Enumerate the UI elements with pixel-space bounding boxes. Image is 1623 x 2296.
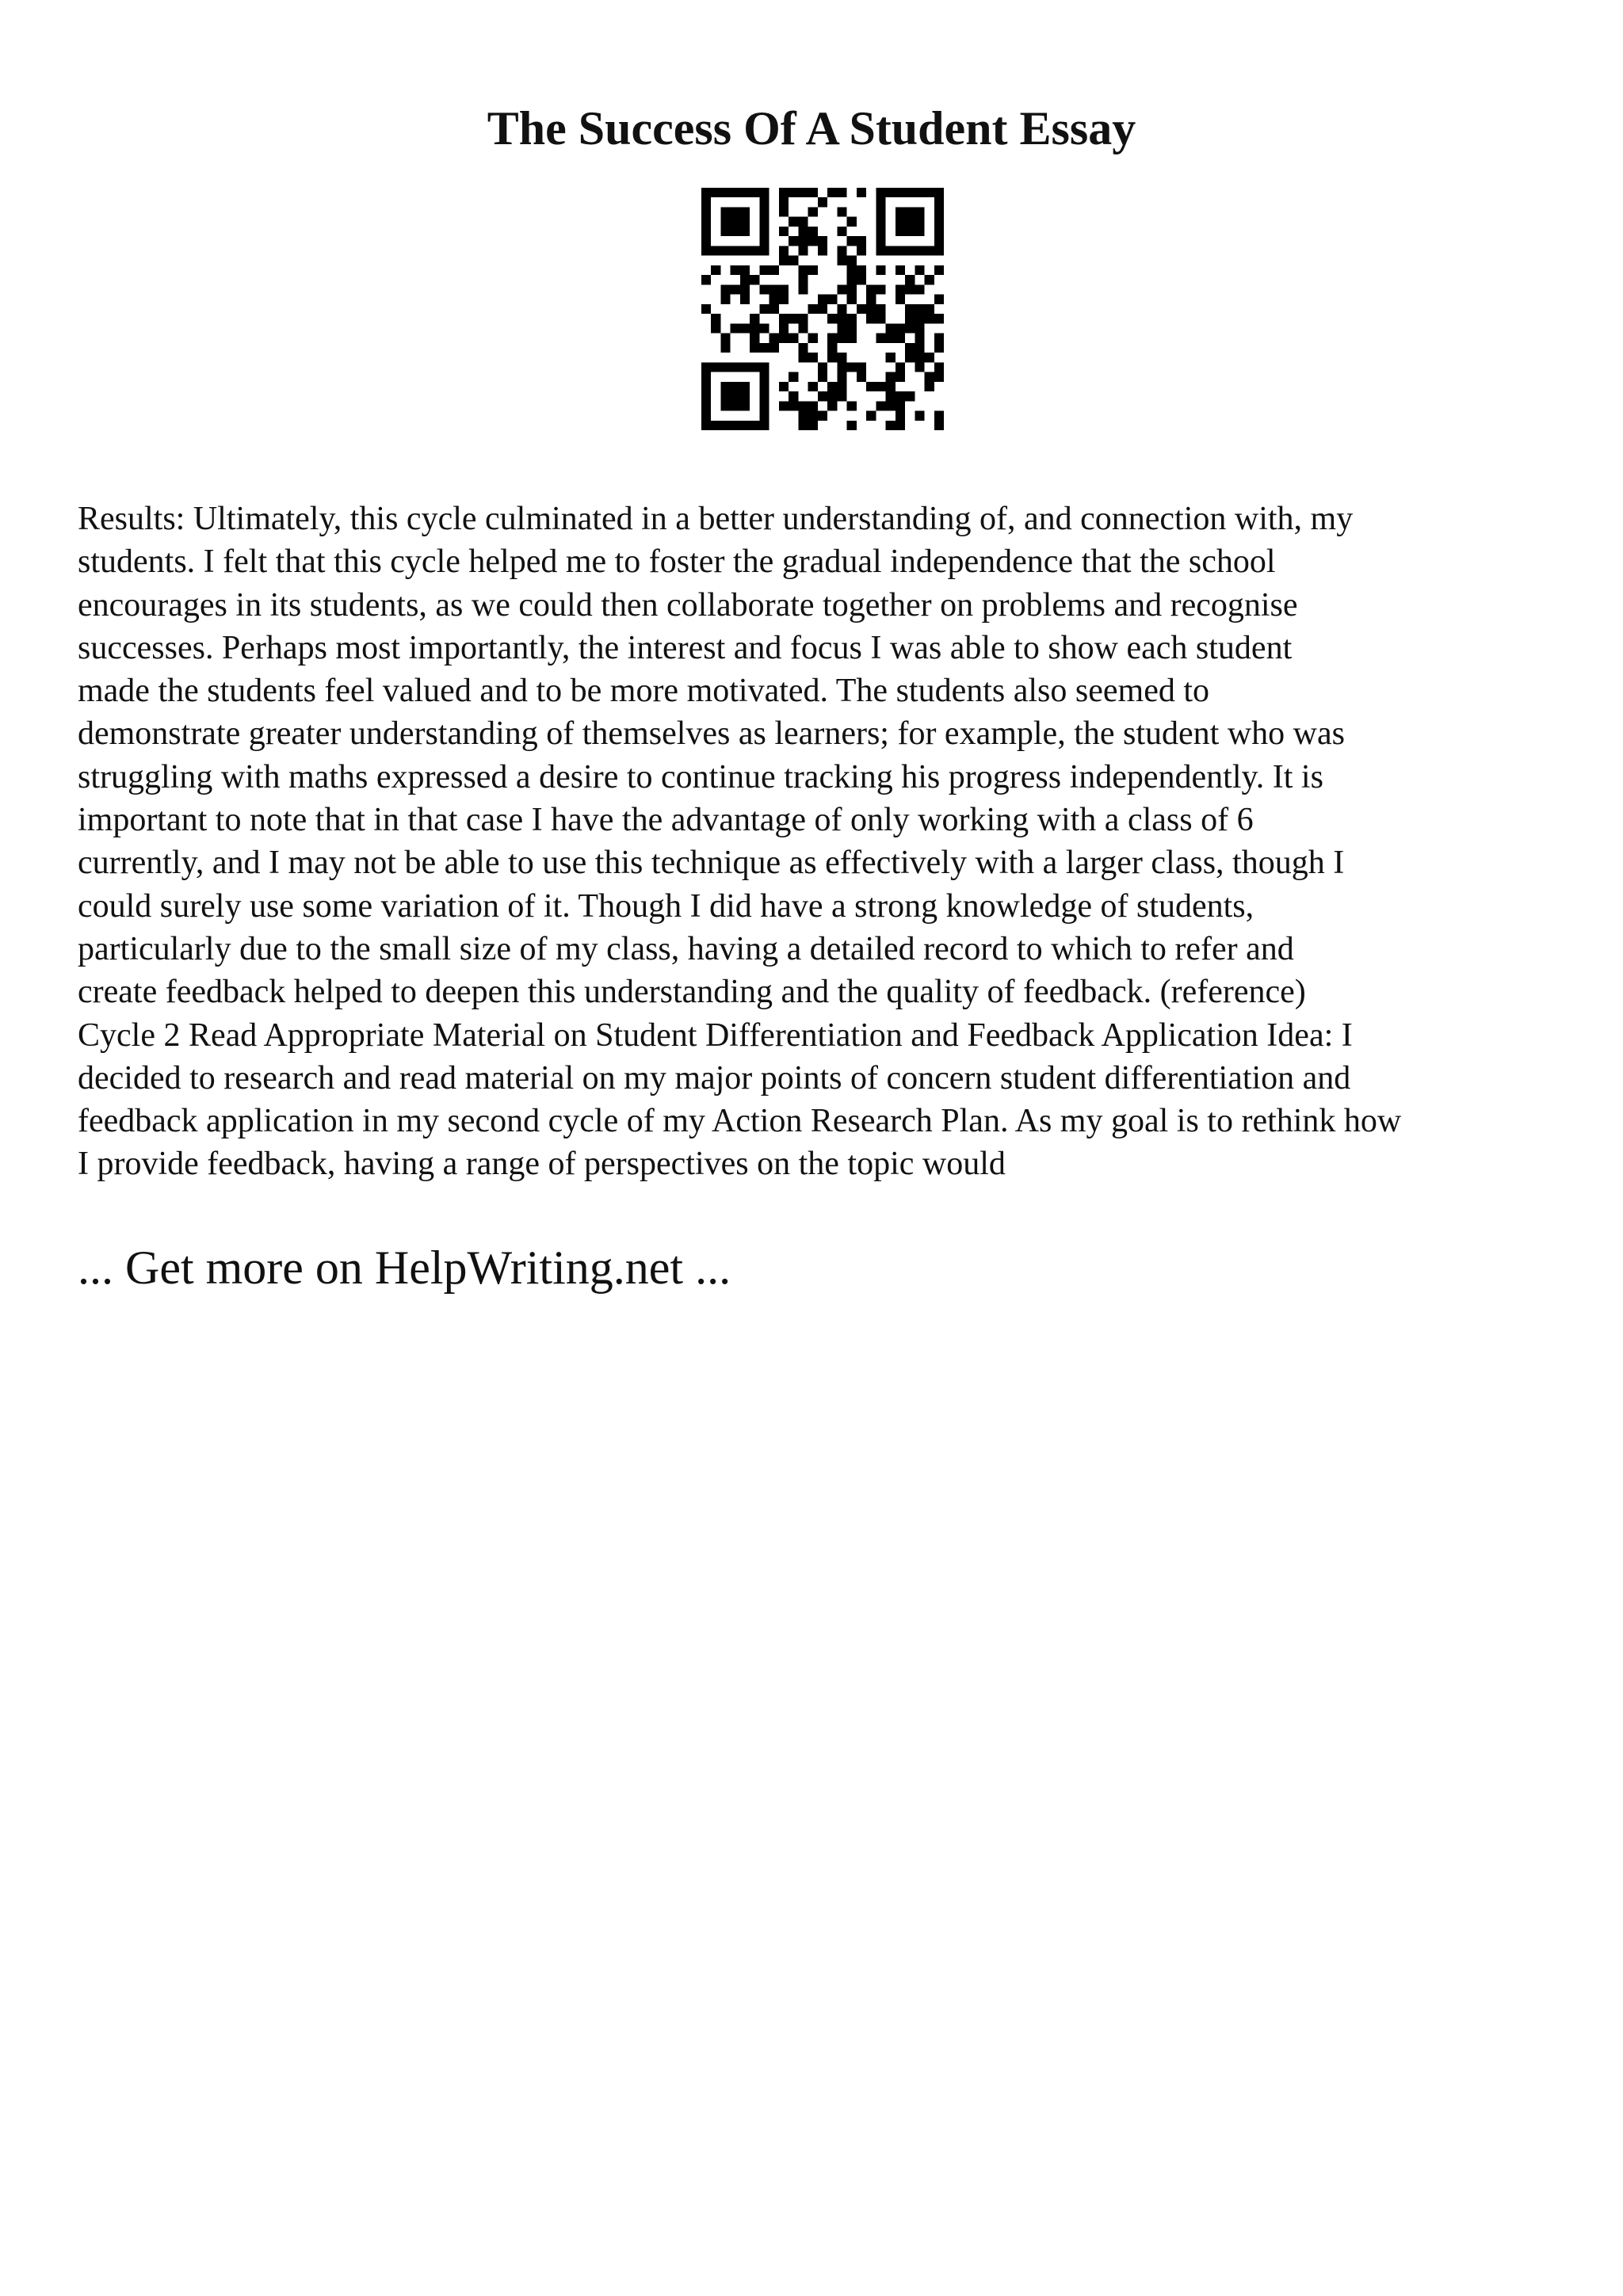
essay-line: create feedback helped to deepen this understanding and the quality of feedback. (reference) [78, 974, 1306, 1011]
essay-line: particularly due to the small size of my class, having a detailed record to which to refer and [78, 930, 1294, 967]
essay-line: demonstrate greater understanding of themselves as learners; for example, the student who was [78, 715, 1345, 753]
essay-line: feedback application in my second cycle of my Action Research Plan. As my goal is to rethink how [78, 1103, 1402, 1140]
essay-line: could surely use some variation of it. Though I did have a strong knowledge of students, [78, 887, 1254, 925]
essay-line: students. I felt that this cycle helped me to foster the gradual independence that the school [78, 543, 1276, 581]
essay-line: currently, and I may not be able to use this technique as effectively with a larger class, though I [78, 845, 1345, 882]
essay-line: struggling with maths expressed a desire to continue tracking his progress independently. It is [78, 758, 1323, 795]
essay-line: Cycle 2 Read Appropriate Material on Student Differentiation and Feedback Application Idea: I [78, 1016, 1353, 1054]
document-title: The Success Of A Student Essay [487, 102, 1136, 154]
essay-line: important to note that in that case I have the advantage of only working with a class of 6 [78, 802, 1254, 839]
essay-line: decided to research and read material on my major points of concern student differentiation and [78, 1059, 1351, 1097]
get-more-link[interactable]: ... Get more on HelpWriting.net ... [78, 1241, 731, 1294]
essay-line: I provide feedback, having a range of perspectives on the topic would [78, 1146, 1006, 1183]
essay-line: successes. Perhaps most importantly, the interest and focus I was able to show each student [78, 629, 1293, 666]
essay-body [78, 498, 1568, 1186]
essay-line: made the students feel valued and to be more motivated. The students also seemed to [78, 673, 1209, 710]
essay-line: encourages in its students, as we could then collaborate together on problems and recognise [78, 586, 1298, 624]
essay-line: Results: Ultimately, this cycle culminated in a better understanding of, and connection with, my [78, 501, 1354, 537]
qr-code-icon[interactable] [701, 188, 944, 430]
